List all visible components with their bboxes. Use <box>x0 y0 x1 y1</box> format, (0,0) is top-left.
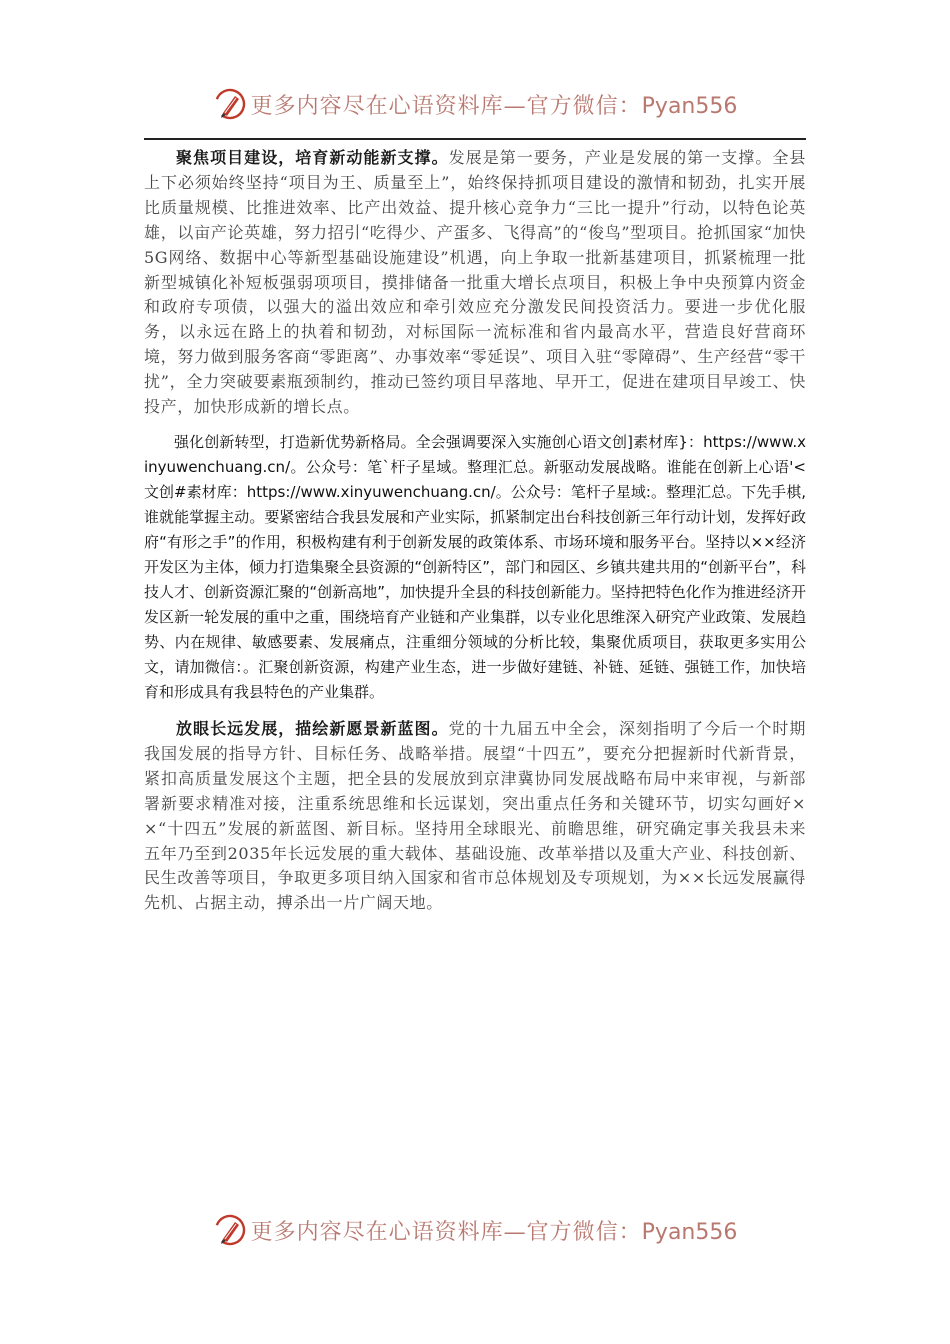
paragraph-lead-heading: 放眼长远发展，描绘新愿景新蓝图。 <box>176 718 449 738</box>
banner-label: 更多内容尽在心语资料库—官方微信： <box>250 93 642 119</box>
document-body <box>144 146 806 916</box>
paragraph-text: 党的十九届五中全会，深刻指明了今后一个时期我国发展的指导方针、目标任务、战略举措。展望“十四五”，要充分把握新时代新背景，紧扣高质量发展这个主题，把全县的发展放到京津冀协同发展战略布局中来审视，与新部署新要求精准对接，注重系统思维和长远谋划，突出重点任务和关键环节，切实勾画好××“十四五”发展的新蓝图、新目标。坚持用全球眼光、前瞻思维，研究确定事关我县未来五年乃至到2035年长远发展的重大载体、基础设施、改革举措以及重大产业、科技创新、民生改善等项目，争取更多项目纳入国家和省市总体规划及专项规划，为××长远发展赢得先机、占据主动，搏杀出一片广阔天地。 <box>144 718 806 913</box>
fountain-pen-logo-icon <box>213 87 247 121</box>
banner-wechat-id: Pyan556 <box>641 1219 738 1245</box>
paragraph-text: 强化创新转型，打造新优势新格局。全会强调要深入实施创心语文创]素材库}：https://www.xinyuwenchuang.cn/。公众号：笔`杆子星域。整理汇总。新驱动发展战略。谁能在创新上心语'<文创#素材库：https://www.xinyuwenchuang.cn/。公众号：笔杆子星域:。整理汇总。下先手棋,谁就能掌握主动。要紧密结合我县发展和产业实际，抓紧制定出台科技创新三年行动计划，发挥好政府“有形之手”的作用，积极构建有利于创新发展的政策体系、市场环境和服务平台。坚持以××经济开发区为主体，倾力打造集聚全县资源的“创新特区”，部门和园区、乡镇共建共用的“创新平台”，科技人才、创新资源汇聚的“创新高地”，加快提升全县的科技创新能力。坚持把特色化作为推进经济开发区新一轮发展的重中之重，围绕培育产业链和产业集群，以专业化思维深入研究产业政策、发展趋势、内在规律、敏感要素、发展痛点，注重细分领域的分析比较，集聚优质项目，获取更多实用公文，请加微信：。汇聚创新资源，构建产业生态，进一步做好建链、补链、延链、强链工作，加快培育和形成具有我县特色的产业集群。 <box>144 432 806 701</box>
header-banner <box>0 82 950 126</box>
footer-banner <box>0 1208 950 1252</box>
footer-banner-content <box>213 1213 738 1247</box>
paragraph-project-construction <box>144 146 806 420</box>
footer-banner-text <box>251 1215 738 1246</box>
fountain-pen-logo-icon <box>213 1213 247 1247</box>
paragraph-lead-heading: 聚焦项目建设，培育新动能新支撑。 <box>176 148 449 167</box>
header-banner-content <box>213 87 738 121</box>
banner-label: 更多内容尽在心语资料库—官方微信： <box>250 1219 642 1245</box>
banner-wechat-id: Pyan556 <box>641 93 738 119</box>
header-divider <box>144 138 806 140</box>
header-banner-text <box>251 89 738 120</box>
paragraph-text: 发展是第一要务，产业是发展的第一支撑。全县上下必须始终坚持“项目为王、质量至上”，始终保持抓项目建设的激情和韧劲，扎实开展比质量规模、比推进效率、比产出效益、提升核心竞争力“三比一提升”行动，以特色论英雄，以亩产论英雄，努力招引“吃得少、产蛋多、飞得高”的“俊鸟”型项目。抢抓国家“加快5G网络、数据中心等新型基础设施建设”机遇，向上争取一批新基建项目，抓紧梳理一批新型城镇化补短板强弱项项目，摸排储备一批重大增长点项目，积极上争中央预算内资金和政府专项债，以强大的溢出效应和牵引效应充分激发民间投资活力。要进一步优化服务，以永远在路上的执着和韧劲，对标国际一流标准和省内最高水平，营造良好营商环境，努力做到服务客商“零距离”、办事效率“零延误”、项目入驻“零障碍”、生产经营“零干扰”，全力突破要素瓶颈制约，推动已签约项目早落地、早开工，促进在建项目早竣工、快投产，加快形成新的增长点。 <box>144 148 806 417</box>
paragraph-innovation <box>144 430 806 705</box>
paragraph-long-term-development <box>144 717 806 916</box>
